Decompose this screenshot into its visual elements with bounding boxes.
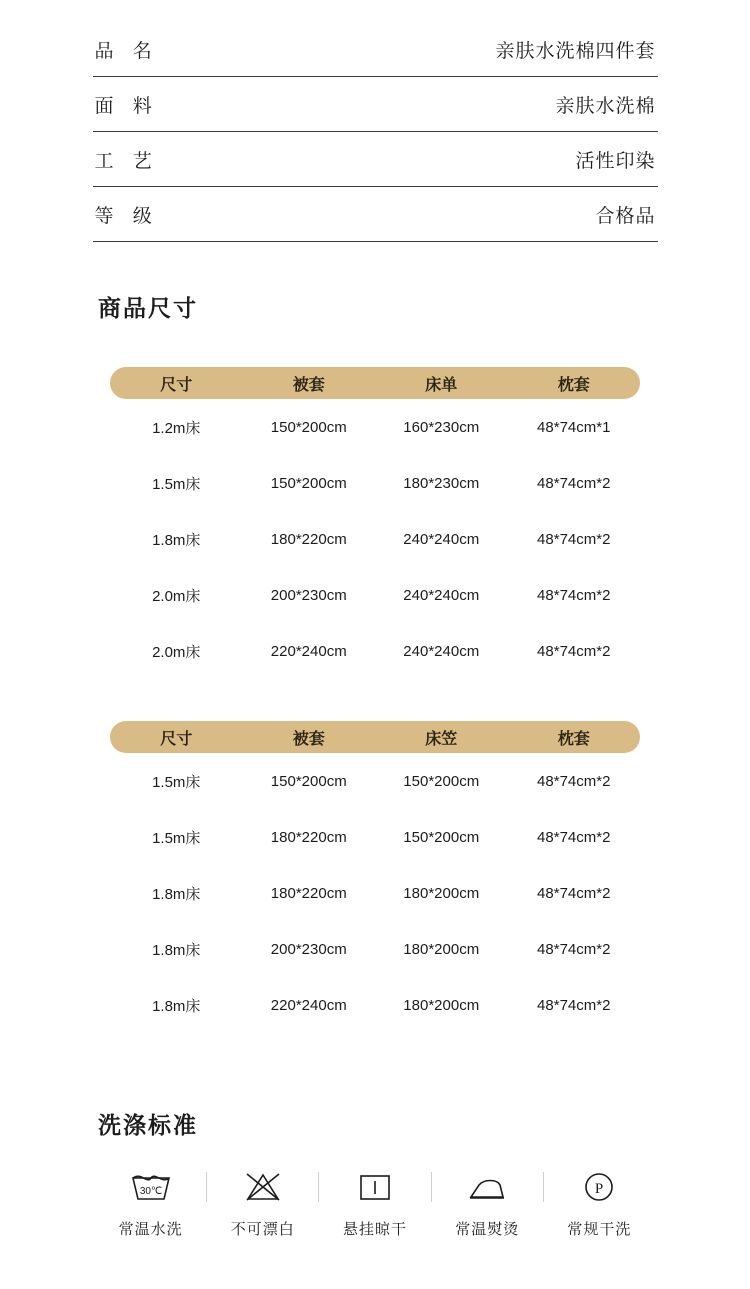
- cell-pillow: 48*74cm*2: [537, 940, 611, 958]
- column-header: 被套: [292, 730, 325, 748]
- cell-sheet: 240*240cm: [403, 586, 480, 604]
- table-row: [93, 77, 658, 132]
- line-dry-icon: [352, 1166, 398, 1208]
- table-header-row: [110, 721, 640, 753]
- cell-quilt: 200*230cm: [270, 586, 347, 604]
- cell-quilt: 150*200cm: [270, 474, 347, 492]
- column-header: 床单: [425, 376, 458, 394]
- column-header: 枕套: [557, 376, 590, 394]
- table-row: [110, 399, 640, 455]
- table-row: [110, 753, 640, 809]
- size-table-quilt-sheet: [110, 367, 640, 679]
- table-row: [110, 977, 640, 1033]
- cell-size: 2.0m床: [152, 643, 201, 661]
- spec-value: 亲肤水洗棉: [555, 95, 656, 117]
- spec-label: 工 艺: [94, 150, 159, 172]
- column-header: 床笠: [425, 730, 458, 748]
- cell-sheet: 240*240cm: [403, 642, 480, 660]
- cell-size: 1.8m床: [152, 885, 201, 903]
- table-row: [93, 187, 658, 242]
- column-header: 尺寸: [160, 730, 193, 748]
- wash-care-label: 常规干洗: [567, 1221, 632, 1238]
- cell-pillow: 48*74cm*2: [537, 772, 611, 790]
- cell-fitted: 180*200cm: [403, 884, 480, 902]
- column-header: 被套: [292, 376, 325, 394]
- cell-size: 1.8m床: [152, 997, 201, 1015]
- dry-clean-p-icon: [576, 1166, 622, 1208]
- wash-care-label: 常温熨烫: [455, 1221, 520, 1238]
- cell-quilt: 150*200cm: [270, 772, 347, 790]
- table-row: [110, 809, 640, 865]
- no-bleach-icon: [240, 1166, 286, 1208]
- table-row: [110, 865, 640, 921]
- table-row: [110, 567, 640, 623]
- table-row: [110, 921, 640, 977]
- cell-size: 1.8m床: [152, 941, 201, 959]
- table-row: [110, 455, 640, 511]
- table-row: [110, 623, 640, 679]
- spec-label: 面 料: [94, 95, 159, 117]
- spec-value: 亲肤水洗棉四件套: [495, 40, 656, 62]
- wash-icon-list: [95, 1166, 655, 1239]
- svg-text:30℃: 30℃: [139, 1186, 162, 1197]
- table-row: [110, 511, 640, 567]
- size-section-title: 商品尺寸: [98, 296, 198, 321]
- wash-care-item: [95, 1166, 206, 1239]
- spec-value: 合格品: [595, 205, 656, 227]
- svg-text:P: P: [595, 1181, 604, 1197]
- spec-label: 等 级: [94, 205, 159, 227]
- cell-pillow: 48*74cm*1: [537, 418, 611, 436]
- column-header: 枕套: [557, 730, 590, 748]
- cell-quilt: 200*230cm: [270, 940, 347, 958]
- cell-pillow: 48*74cm*2: [537, 642, 611, 660]
- cell-size: 1.8m床: [152, 531, 201, 549]
- cell-size: 2.0m床: [152, 587, 201, 605]
- cell-fitted: 180*200cm: [403, 940, 480, 958]
- cell-fitted: 150*200cm: [403, 772, 480, 790]
- cell-size: 1.5m床: [152, 829, 201, 847]
- cell-pillow: 48*74cm*2: [537, 996, 611, 1014]
- wash-section-title: 洗涤标准: [98, 1113, 198, 1138]
- cell-pillow: 48*74cm*2: [537, 828, 611, 846]
- cell-pillow: 48*74cm*2: [537, 530, 611, 548]
- cell-size: 1.5m床: [152, 475, 201, 493]
- table-row: [93, 22, 658, 77]
- cell-quilt: 180*220cm: [270, 530, 347, 548]
- wash-care-item: [319, 1166, 430, 1239]
- table-row: [93, 132, 658, 187]
- product-spec-table: [93, 22, 658, 242]
- iron-low-icon: [464, 1166, 510, 1208]
- cell-fitted: 180*200cm: [403, 996, 480, 1014]
- table-header-row: [110, 367, 640, 399]
- cell-sheet: 180*230cm: [403, 474, 480, 492]
- wash-care-item: [432, 1166, 543, 1239]
- column-header: 尺寸: [160, 376, 193, 394]
- cell-quilt: 150*200cm: [270, 418, 347, 436]
- wash-30-icon: [128, 1166, 174, 1208]
- cell-quilt: 220*240cm: [270, 996, 347, 1014]
- size-table-quilt-fitted: [110, 721, 640, 1033]
- wash-care-section: [0, 1107, 750, 1239]
- cell-quilt: 180*220cm: [270, 884, 347, 902]
- cell-pillow: 48*74cm*2: [537, 474, 611, 492]
- cell-fitted: 150*200cm: [403, 828, 480, 846]
- cell-pillow: 48*74cm*2: [537, 884, 611, 902]
- cell-size: 1.5m床: [152, 773, 201, 791]
- wash-care-label: 常温水洗: [118, 1221, 183, 1238]
- cell-sheet: 160*230cm: [403, 418, 480, 436]
- cell-quilt: 180*220cm: [270, 828, 347, 846]
- spec-label: 品 名: [94, 40, 159, 62]
- wash-care-item: [544, 1166, 655, 1239]
- cell-sheet: 240*240cm: [403, 530, 480, 548]
- wash-care-label: 悬挂晾干: [343, 1221, 408, 1238]
- wash-care-item: [207, 1166, 318, 1239]
- cell-quilt: 220*240cm: [270, 642, 347, 660]
- cell-pillow: 48*74cm*2: [537, 586, 611, 604]
- cell-size: 1.2m床: [152, 419, 201, 437]
- wash-care-label: 不可漂白: [230, 1221, 295, 1238]
- spec-value: 活性印染: [575, 150, 656, 172]
